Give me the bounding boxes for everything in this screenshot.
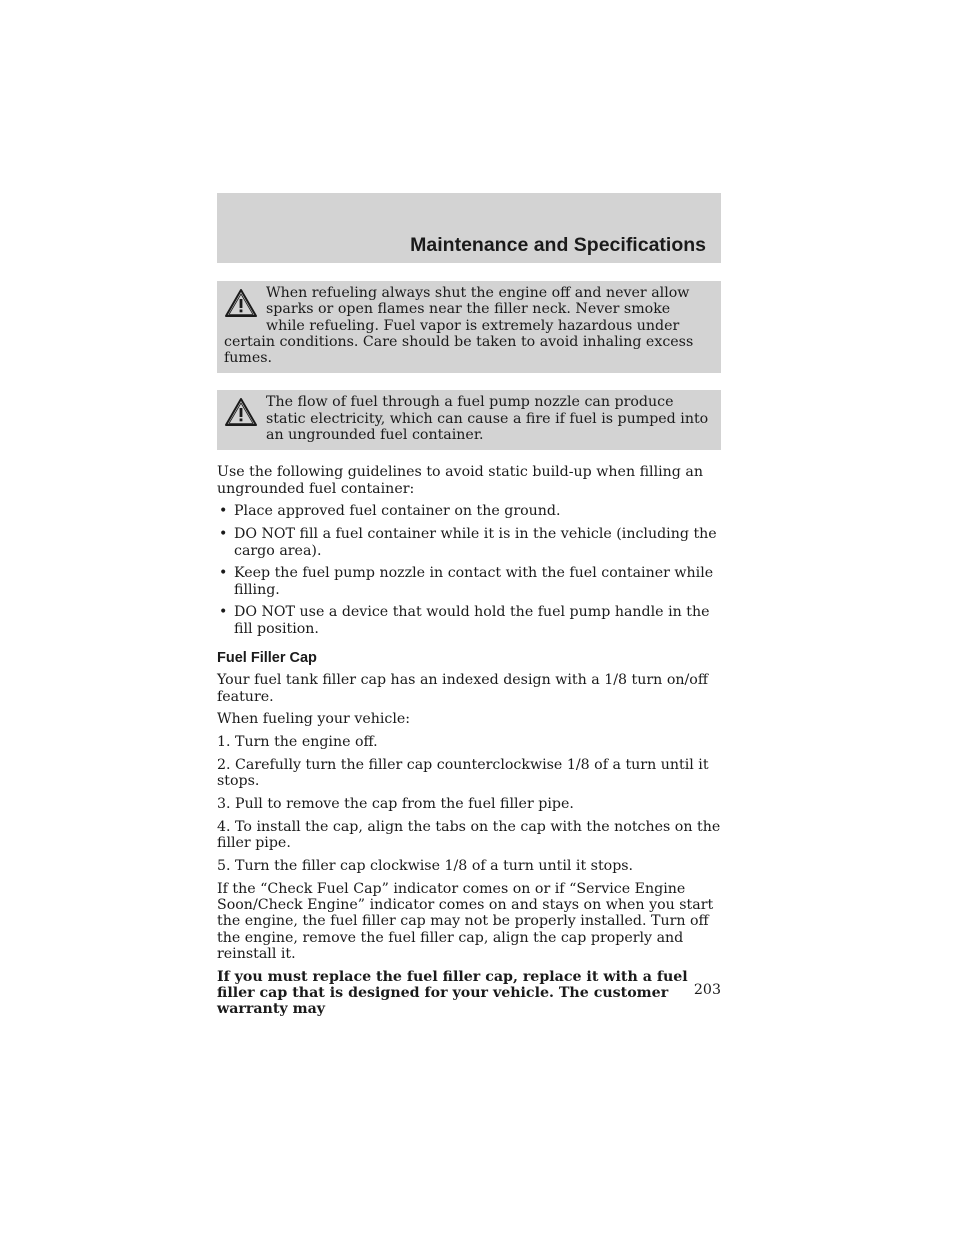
step-item: 4. To install the cap, align the tabs on the cap with the notches on the filler pipe.	[217, 818, 721, 852]
list-item: • DO NOT fill a fuel container while it is in the vehicle (including the cargo area).	[217, 526, 721, 559]
manual-page	[217, 193, 721, 1024]
list-item: • DO NOT use a device that would hold the fuel pump handle in the fill position.	[217, 604, 721, 637]
paragraph: When fueling your vehicle:	[217, 711, 411, 728]
list-item: • Place approved fuel container on the ground.	[217, 503, 721, 519]
warning-triangle-icon	[224, 288, 258, 320]
guidelines-intro: Use the following guidelines to avoid static build-up when filling an ungrounded fuel container:	[217, 464, 703, 497]
warning-text: The flow of fuel through a fuel pump nozzle can produce static electricity, which can cause a fire if fuel is pumped into an ungrounded fuel container.	[266, 394, 709, 444]
body-content	[217, 464, 721, 1017]
section-title: Maintenance and Specifications	[410, 234, 706, 256]
guidelines-list	[217, 503, 721, 637]
page-number: 203	[693, 982, 721, 998]
section-header	[217, 193, 721, 263]
warning-text: When refueling always shut the engine off and never allow sparks or open flames near the filler neck. Never smoke while refueling. Fuel vapor is extremely hazardous under certain conditions. Care should be taken to avoid inhaling excess fumes.	[224, 285, 694, 367]
warning-box-refueling	[217, 281, 721, 373]
warning-box-static	[217, 390, 721, 450]
step-item: 1. Turn the engine off.	[217, 734, 378, 751]
step-item: 3. Pull to remove the cap from the fuel filler pipe.	[217, 796, 574, 813]
paragraph: If the “Check Fuel Cap” indicator comes on or if “Service Engine Soon/Check Engine” indicator comes on and stays on when you start the engine, the fuel filler cap may not be properly installed. Turn off the engine, remove the fuel filler cap, align the cap properly and reinstall it.	[217, 880, 714, 962]
list-item: • Keep the fuel pump nozzle in contact with the fuel container while filling.	[217, 565, 721, 598]
step-item: 2. Carefully turn the filler cap counterclockwise 1/8 of a turn until it stops.	[217, 757, 709, 790]
bold-paragraph: If you must replace the fuel filler cap, replace it with a fuel filler cap that is designed for your vehicle. The customer warranty may	[217, 968, 688, 1018]
step-item: 5. Turn the filler cap clockwise 1/8 of a turn until it stops.	[217, 858, 634, 875]
subsection-heading: Fuel Filler Cap	[217, 650, 317, 667]
warning-triangle-icon	[224, 397, 258, 429]
paragraph: Your fuel tank filler cap has an indexed design with a 1/8 turn on/off feature.	[217, 672, 708, 705]
